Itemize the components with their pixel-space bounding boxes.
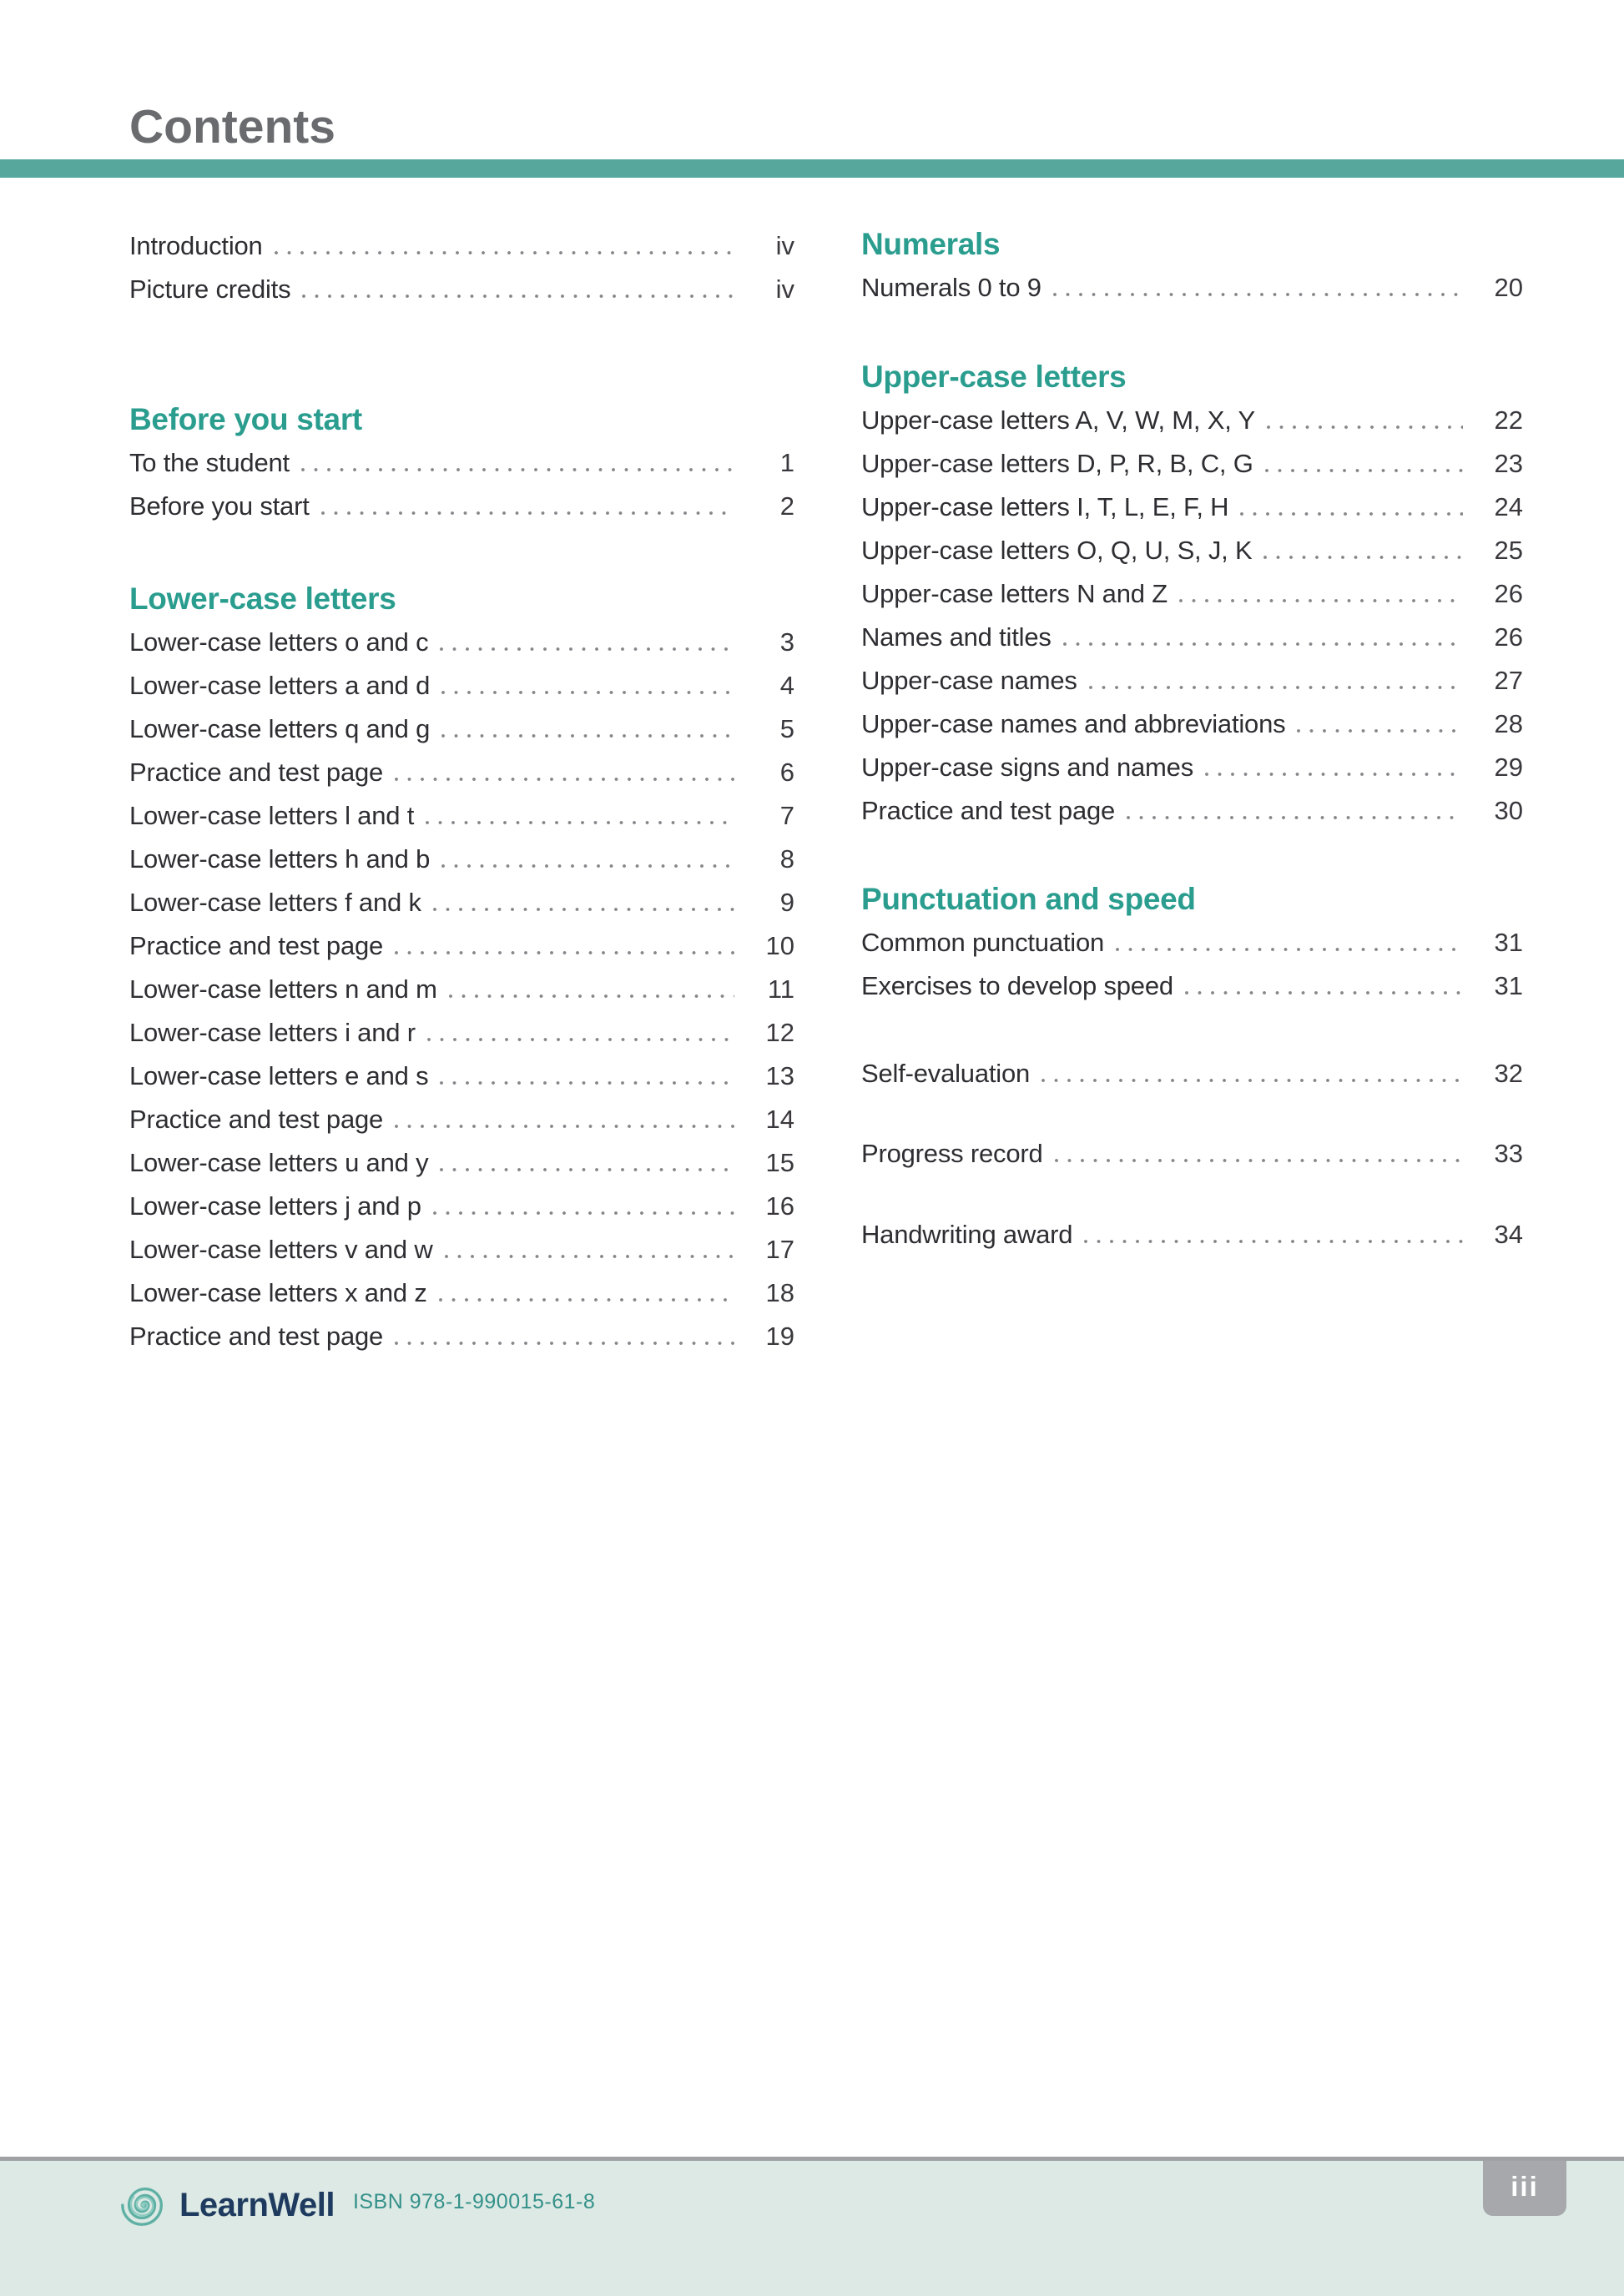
toc-entry	[129, 794, 794, 838]
toc-entry-label: Upper-case letters I, T, L, E, F, H	[861, 492, 1229, 521]
toc-group	[129, 577, 794, 1358]
toc-entry-page: 11	[767, 974, 794, 1004]
toc-entry-label: Practice and test page	[129, 758, 384, 787]
toc-entry-page: 33	[1494, 1139, 1523, 1168]
dot-leader	[441, 691, 734, 694]
dot-leader	[321, 511, 734, 515]
toc-entry	[861, 442, 1523, 486]
toc-entry-page: 31	[1494, 928, 1523, 957]
toc-entry	[129, 268, 794, 311]
dot-leader	[445, 1255, 734, 1258]
toc-group	[129, 398, 794, 528]
toc-entry-label: Upper-case letters D, P, R, B, C, G	[861, 449, 1253, 478]
toc-entry	[129, 751, 794, 794]
toc-entry-page: 23	[1494, 449, 1523, 478]
toc-entry	[861, 399, 1523, 442]
toc-entry-label: To the student	[129, 448, 290, 477]
toc-entry-label: Lower-case letters u and y	[129, 1148, 429, 1177]
toc-entry-label: Lower-case letters a and d	[129, 671, 431, 700]
toc-entry	[129, 1141, 794, 1185]
toc-entry-page: 34	[1494, 1220, 1523, 1249]
toc-group	[861, 355, 1523, 833]
dot-leader	[395, 1125, 734, 1128]
toc-entry	[129, 1185, 794, 1228]
toc-entry-page: 17	[765, 1235, 794, 1264]
toc-entry	[129, 1271, 794, 1315]
toc-entry	[861, 921, 1523, 964]
toc-entry-label: Upper-case signs and names	[861, 753, 1194, 782]
dot-leader	[1240, 512, 1463, 516]
toc-entry-page: 32	[1494, 1059, 1523, 1088]
toc-entry	[861, 1213, 1523, 1256]
brand-name: LearnWell	[179, 2186, 335, 2223]
accent-bar	[0, 159, 1624, 178]
toc-entry	[861, 1052, 1523, 1095]
toc-entry	[129, 1228, 794, 1271]
toc-entry-label: Before you start	[129, 491, 310, 521]
section-heading: Numerals	[861, 227, 1001, 261]
isbn-text: ISBN 978-1-990015-61-8	[352, 2189, 596, 2213]
toc-entry-page: 4	[779, 671, 794, 700]
toc-entry-label: Lower-case letters i and r	[129, 1018, 416, 1047]
toc-entry	[861, 659, 1523, 702]
toc-entry	[861, 266, 1523, 310]
toc-entry	[861, 529, 1523, 572]
toc-entry-page: 19	[765, 1322, 794, 1351]
toc-entry-label: Lower-case letters v and w	[129, 1235, 433, 1264]
toc-group	[129, 224, 794, 311]
toc-entry-label: Lower-case letters o and c	[129, 627, 429, 657]
dot-leader	[395, 951, 734, 954]
footer	[0, 2157, 1624, 2296]
toc-entry-page: 26	[1494, 579, 1523, 608]
dot-leader	[275, 251, 734, 254]
toc-entry-page: 29	[1494, 753, 1523, 782]
toc-entry-label: Numerals 0 to 9	[861, 273, 1041, 302]
toc-entry-label: Lower-case letters e and s	[129, 1061, 429, 1090]
dot-leader	[433, 908, 734, 911]
toc-entry-label: Lower-case letters f and k	[129, 888, 421, 917]
toc-entry	[129, 621, 794, 664]
section-heading: Punctuation and speed	[861, 882, 1196, 916]
dot-leader	[433, 1211, 734, 1215]
toc-entry	[129, 1055, 794, 1098]
toc-entry-page: 15	[765, 1148, 794, 1177]
toc-entry-label: Lower-case letters l and t	[129, 801, 415, 830]
toc-entry	[129, 664, 794, 707]
toc-entry	[129, 707, 794, 751]
dot-leader	[1263, 556, 1463, 559]
toc-entry-label: Exercises to develop speed	[861, 971, 1173, 1000]
toc-entry	[861, 616, 1523, 659]
toc-group	[861, 878, 1523, 1008]
toc-entry-page: 16	[765, 1191, 794, 1221]
toc-group	[861, 1213, 1523, 1256]
toc-column-right	[861, 223, 1523, 1256]
toc-entry	[861, 702, 1523, 746]
dot-leader	[1297, 729, 1463, 733]
toc-entry	[129, 485, 794, 528]
page-number-badge	[1483, 2161, 1566, 2216]
toc-entry-label: Lower-case letters q and g	[129, 714, 431, 743]
toc-entry-label: Handwriting award	[861, 1220, 1073, 1249]
toc-entry-page: 20	[1494, 273, 1523, 302]
toc-entry-page: 13	[765, 1061, 794, 1090]
toc-entry-page: 30	[1494, 796, 1523, 825]
dot-leader	[301, 468, 734, 471]
toc-entry	[861, 746, 1523, 789]
page-number: iii	[1511, 2170, 1539, 2202]
dot-leader	[439, 1298, 734, 1302]
toc-entry-page: 27	[1494, 666, 1523, 695]
toc-entry-label: Practice and test page	[129, 1105, 384, 1134]
brand-lockup	[118, 2179, 595, 2231]
toc-entry	[129, 441, 794, 485]
toc-entry-label: Practice and test page	[129, 931, 384, 960]
toc-entry-label: Practice and test page	[861, 796, 1116, 825]
toc-entry-page: 1	[779, 448, 794, 477]
toc-entry-label: Upper-case names	[861, 666, 1077, 695]
dot-leader	[1089, 686, 1463, 689]
dot-leader	[441, 734, 734, 738]
dot-leader	[441, 864, 734, 868]
toc-entry-page: 24	[1494, 492, 1523, 521]
toc-entry-page: 26	[1494, 622, 1523, 652]
toc-entry-page: 28	[1494, 709, 1523, 738]
dot-leader	[395, 1342, 734, 1345]
toc-entry-label: Upper-case letters N and Z	[861, 579, 1168, 608]
toc-entry-page: 31	[1494, 971, 1523, 1000]
toc-entry	[861, 789, 1523, 833]
dot-leader	[427, 1038, 734, 1041]
toc-entry	[861, 1132, 1523, 1176]
page-title: Contents	[129, 100, 335, 154]
toc-entry-page: 8	[779, 844, 794, 874]
toc-entry	[861, 964, 1523, 1008]
toc-entry-label: Names and titles	[861, 622, 1052, 652]
dot-leader	[440, 1168, 734, 1171]
dot-leader	[1205, 773, 1463, 776]
dot-leader	[395, 778, 734, 781]
dot-leader	[1055, 1159, 1463, 1162]
section-heading: Upper-case letters	[861, 360, 1127, 394]
section-heading: Lower-case letters	[129, 582, 396, 616]
toc-entry	[129, 224, 794, 268]
toc-entry-label: Upper-case names and abbreviations	[861, 709, 1286, 738]
toc-entry-page: 22	[1494, 405, 1523, 435]
toc-entry	[129, 968, 794, 1011]
dot-leader	[426, 821, 734, 824]
dot-leader	[1053, 293, 1463, 296]
toc-column-left	[129, 224, 794, 1358]
toc-entry-label: Upper-case letters A, V, W, M, X, Y	[861, 405, 1255, 435]
toc-entry	[861, 486, 1523, 529]
dot-leader	[302, 295, 734, 298]
toc-entry-label: Self-evaluation	[861, 1059, 1031, 1088]
toc-entry-label: Introduction	[129, 231, 263, 260]
toc-entry-label: Practice and test page	[129, 1322, 384, 1351]
toc-entry-label: Progress record	[861, 1139, 1043, 1168]
toc-entry-page: 14	[765, 1105, 794, 1134]
toc-entry-page: iv	[775, 231, 794, 260]
toc-entry	[129, 1315, 794, 1358]
dot-leader	[1179, 599, 1463, 602]
toc-entry-label: Common punctuation	[861, 928, 1105, 957]
toc-entry-label: Upper-case letters O, Q, U, S, J, K	[861, 536, 1253, 565]
toc-entry-page: 18	[765, 1278, 794, 1307]
toc-entry	[129, 838, 794, 881]
learnwell-spiral-icon	[118, 2179, 169, 2231]
toc-entry-page: 9	[779, 888, 794, 917]
toc-group	[861, 1052, 1523, 1095]
section-heading: Before you start	[129, 402, 362, 436]
dot-leader	[1127, 816, 1463, 819]
dot-leader	[449, 994, 734, 998]
dot-leader	[1041, 1079, 1463, 1082]
dot-leader	[1063, 642, 1463, 646]
toc-entry-page: 5	[779, 714, 794, 743]
toc-entry-label: Lower-case letters j and p	[129, 1191, 421, 1221]
toc-entry	[129, 881, 794, 924]
dot-leader	[1084, 1240, 1463, 1243]
toc-entry-page: 25	[1494, 536, 1523, 565]
dot-leader	[1267, 425, 1463, 429]
toc-entry	[861, 572, 1523, 616]
toc-entry	[129, 1011, 794, 1055]
toc-entry-page: 7	[779, 801, 794, 830]
dot-leader	[1265, 469, 1463, 472]
toc-entry-label: Lower-case letters x and z	[129, 1278, 427, 1307]
toc-entry-page: 12	[765, 1018, 794, 1047]
toc-entry	[129, 924, 794, 968]
dot-leader	[440, 647, 734, 651]
toc-entry-label: Picture credits	[129, 274, 291, 304]
toc-entry-label: Lower-case letters h and b	[129, 844, 431, 874]
toc-group	[861, 1132, 1523, 1176]
toc-entry	[129, 1098, 794, 1141]
toc-entry-page: 6	[779, 758, 794, 787]
toc-entry-page: 3	[779, 627, 794, 657]
dot-leader	[1116, 948, 1463, 951]
toc-entry-page: 10	[765, 931, 794, 960]
dot-leader	[440, 1081, 734, 1085]
dot-leader	[1185, 991, 1463, 994]
toc-entry-label: Lower-case letters n and m	[129, 974, 437, 1004]
toc-group	[861, 223, 1523, 310]
toc-entry-page: iv	[775, 274, 794, 304]
toc-entry-page: 2	[779, 491, 794, 521]
